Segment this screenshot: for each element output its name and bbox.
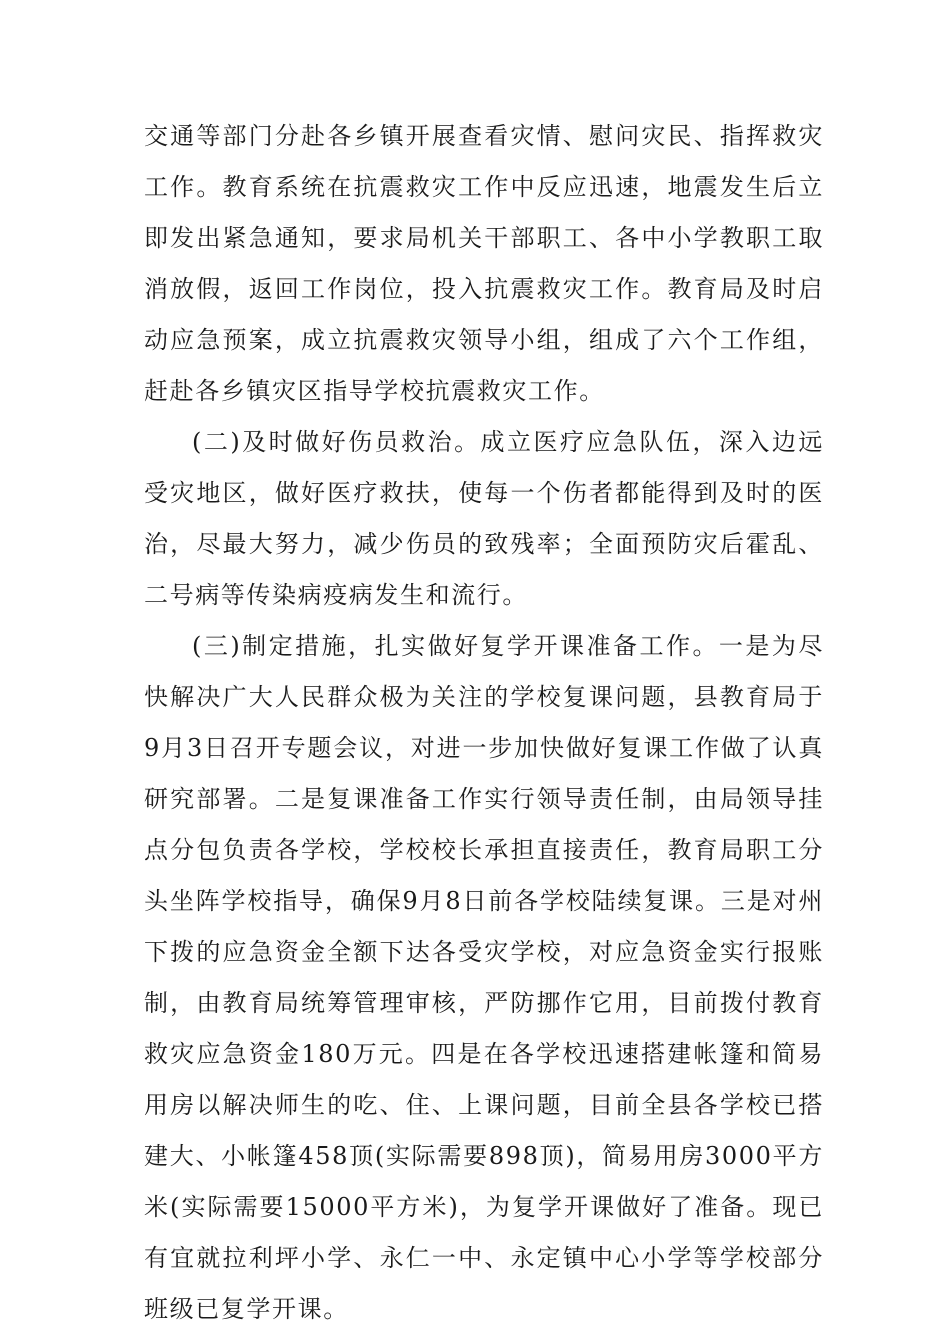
paragraph-section-2: (二)及时做好伤员救治。成立医疗应急队伍，深入边远受灾地区，做好医疗救扶，使每一个伤者都能得到及时的医治，尽最大努力，减少伤员的致残率；全面预防灾后霍乱、二号病等传染病疫病发生和流行。 xyxy=(144,428,824,609)
paragraph-continuation: 交通等部门分赴各乡镇开展查看灾情、慰问灾民、指挥救灾工作。教育系统在抗震救灾工作中反应迅速，地震发生后立即发出紧急通知，要求局机关干部职工、各中小学教职工取消放假，返回工作岗位，投入抗震救灾工作。教育局及时启动应急预案，成立抗震救灾领导小组，组成了六个工作组，赶赴各乡镇灾区指导学校抗震救灾工作。 xyxy=(144,122,824,405)
document-body xyxy=(144,111,824,1335)
paragraph-section-3: (三)制定措施，扎实做好复学开课准备工作。一是为尽快解决广大人民群众极为关注的学校复课问题，县教育局于9月3日召开专题会议，对进一步加快做好复课工作做了认真研究部署。二是复课准备工作实行领导责任制，由局领导挂点分包负责各学校，学校校长承担直接责任，教育局职工分头坐阵学校指导，确保9月8日前各学校陆续复课。三是对州下拨的应急资金全额下达各受灾学校，对应急资金实行报账制，由教育局统筹管理审核，严防挪作它用，目前拨付教育救灾应急资金180万元。四是在各学校迅速搭建帐篷和简易用房以解决师生的吃、住、上课问题，目前全县各学校已搭建大、小帐篷458顶(实际需要898顶)，简易用房3000平方米(实际需要15000平方米)，为复学开课做好了准备。现已有宜就拉利坪小学、永仁一中、永定镇中心小学等学校部分班级已复学开课。 xyxy=(144,632,824,1323)
